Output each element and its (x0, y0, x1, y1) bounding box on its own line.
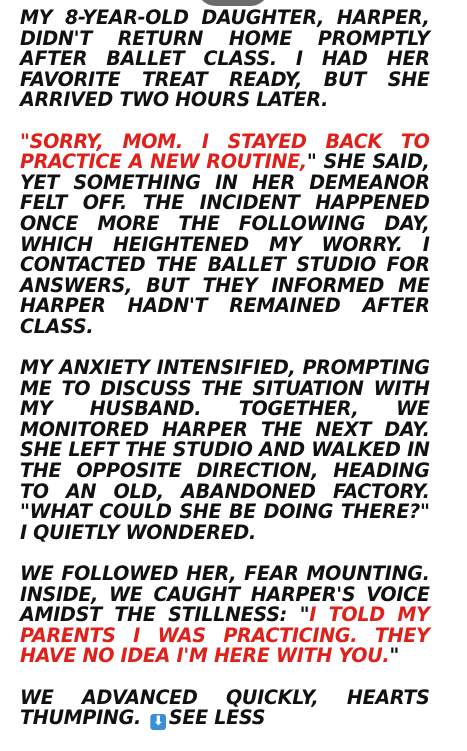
paragraph-4-lead: WE FOLLOWED HER, FEAR MOUNTING. INSIDE, WE CAUGHT HARPER'S VOICE AMIDST THE STILLNESS: " (20, 562, 430, 627)
paragraph-4-end: " (389, 644, 400, 668)
see-less-button[interactable] (147, 706, 265, 729)
paragraph-2 (20, 129, 430, 338)
paragraph-1: MY 8-YEAR-OLD DAUGHTER, HARPER, DIDN'T RETURN HOME PROMPTLY AFTER BALLET CLASS. I HAD HER FAVORITE TREAT READY, BUT SHE ARRIVED TWO HOURS LATER. (20, 6, 430, 112)
paragraph-4 (20, 564, 430, 667)
overheard-quote: I TOLD MY PARENTS I WAS PRACTICING. THEY HAVE NO IDEA I'M HERE WITH YOU. (20, 603, 430, 668)
paragraph-3: MY ANXIETY INTENSIFIED, PROMPTING ME TO DISCUSS THE SITUATION WITH MY HUSBAND. TOGETHER, WE MONITORED HARPER THE NEXT DAY. SHE LEFT THE STUDIO AND WALKED IN THE OPPOSITE DIRECTION, HEADING TO AN OLD, ABANDONED FACTORY. "WHAT COULD SHE BE DOING THERE?" I QUIETLY WONDERED. (20, 356, 430, 544)
paragraph-5 (20, 685, 430, 731)
paragraph-2-body: " SHE SAID, YET SOMETHING IN HER DEMEANOR FELT OFF. THE INCIDENT HAPPENED ONCE MORE THE FOLLOWING DAY, WHICH HEIGHTENED MY WORRY. I CONTACTED THE BALLET STUDIO FOR ANSWERS, BUT THEY INFORMED ME HARPER HADN'T REMAINED AFTER CLASS. (20, 150, 430, 338)
arrow-down-icon: ⬇ (150, 714, 166, 730)
see-less-label: SEE LESS (168, 706, 266, 730)
story-text (20, 8, 430, 751)
paragraph-5-lead: WE ADVANCED QUICKLY, HEARTS THUMPING. (20, 685, 430, 730)
daughter-quote: "SORRY, MOM. I STAYED BACK TO PRACTICE A NEW ROUTINE, (20, 129, 430, 174)
